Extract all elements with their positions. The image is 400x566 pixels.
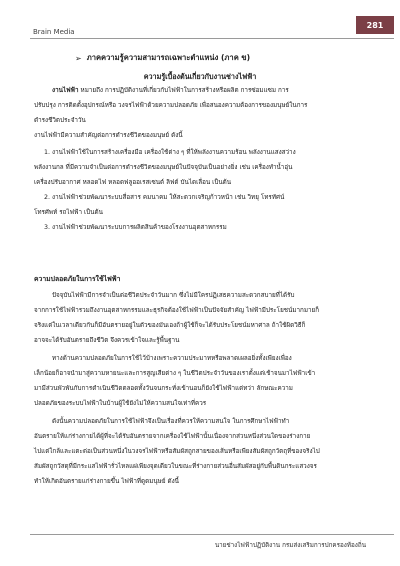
section-heading-safety: ความปลอดภัยในการใช้ไฟฟ้า <box>34 275 121 283</box>
list-item: 1. งานไฟฟ้าใช้ในการสร้างเครื่องมือ เครื่องใช้ต่าง ๆ ที่ให้พลังงานความร้อน พลังงานแสงสว่าง <box>44 149 296 156</box>
list-item-cont: พลังงานกล ที่มีความจำเป็นต่อการดำรงชีวิตของมนุษย์ในปัจจุบันเป็นอย่างยิ่ง เช่น เครื่องทำน้ำอุ่น <box>34 164 293 171</box>
intro-line-3: ดำรงชีวิตประจำวัน <box>34 117 86 124</box>
intro-line-1-rest: หมายถึง การปฏิบัติงานที่เกี่ยวกับไฟฟ้าในการสร้างหรือผลิต การซ่อมแซม การ <box>78 87 289 94</box>
paragraph-line: จากการใช้ไฟฟ้ารวมถึงงานอุตสาหกรรมและธุรกิจต้องใช้ไฟฟ้าเป็นปัจจัยสำคัญ ไฟฟ้ามีประโยชน์มากมายก็ <box>34 307 320 314</box>
paragraph-line: ดังนั้นความปลอดภัยในการใช้ไฟฟ้าจึงเป็นเรื่องที่ควรให้ความสนใจ ในการศึกษาไฟฟ้าทำ <box>52 418 290 425</box>
list-item-cont: เครื่องปรับอากาศ หลอดไฟ หลอดฟลูออเรสเซนต์ ลิฟต์ บันไดเลื่อน เป็นต้น <box>34 179 232 186</box>
paragraph-line: ทางด้านความปลอดภัยในการใช้ไว้บ้างเพราะความประมาทหรือพลาดเผลอยิ่งทั้งเพียงเพื่อง <box>52 355 292 362</box>
intro-lead: งานไฟฟ้า <box>52 87 79 94</box>
list-item: 2. งานไฟฟ้าช่วยพัฒนาระบบสื่อสาร คมนาคม ให้สะดวกเจริญก้าวหน้า เช่น วิทยุ โทรทัศน์ <box>44 194 285 201</box>
list-item: 3. งานไฟฟ้าช่วยพัฒนาระบบการผลิตสินค้าของโรงงานอุตสาหกรรม <box>44 224 227 231</box>
paragraph-line: ปลอดภัยของระบบไฟฟ้าในบ้านผู้ใช้ยังไม่ให้ความสนใจเท่าที่ควร <box>34 400 207 407</box>
paragraph-line: ไปแต่ใกล้และแตะต่อเป็นส่วนหนึ่งในวงจรไฟฟ้าหรือสัมผัสถูกสายของเส้นหรือเพียงสัมผัสถูกวัตถุที่ของจริงไป <box>34 448 320 455</box>
page-number: 281 <box>366 20 384 30</box>
paragraph-line: สัมผัสถูกวัสดุที่มีกระแสไฟฟ้ารั่วไหลแผ่เพียงจุดเดียวในขณะที่ร่างกายส่วนอื่นสัมผัสอยู่กับพื้นดินกระแสวงจร <box>34 463 317 470</box>
arrow-right-icon: ➢ <box>75 53 82 63</box>
intro-line-4: งานไฟฟ้ามีความสำคัญต่อการดำรงชีวิตของมนุษย์ ดังนี้ <box>34 132 183 139</box>
body-paragraph <box>34 288 368 348</box>
intro-paragraph <box>34 83 368 143</box>
footer-text: นายช่างไฟฟ้าปฏิบัติงาน กรมส่งเสริมการปกครองท้องถิ่น <box>214 542 366 549</box>
paragraph-line: อาจจะได้รับอันตรายถึงชีวิต จึงควรเข้าใจและรู้พื้นฐาน <box>34 337 180 344</box>
list-item-cont: โทรศัพท์ รถไฟฟ้า เป็นต้น <box>34 209 103 216</box>
page-number-badge <box>356 16 394 34</box>
footer-divider <box>30 534 394 535</box>
intro-line-1 <box>34 83 368 98</box>
section-heading-text: ภาคความรู้ความสามารถเฉพาะตำแหน่ง (ภาค ข) <box>86 53 251 62</box>
section-heading <box>75 52 250 64</box>
paragraph-line: จริงแต่ในเวลาเดียวกันก็มีอันตรายอยู่ในตัวของมันเองถ้าผู้ใช้ก็จะได้รับประโยชน์มหาศาล ถ้าใช้ผิดวิธีก็ <box>34 322 306 329</box>
header-divider <box>30 38 394 39</box>
body-paragraph <box>34 351 368 411</box>
importance-list <box>34 145 368 235</box>
body-paragraph <box>34 414 368 489</box>
paragraph-line: มามีส่วนพัวพันกับการดำเนินชีวิตตลอดทั้งวันจนกระทั่งเข้านอนก็ยังใช้ไฟฟ้าแต่ทว่า ลักษณะความ <box>34 385 293 392</box>
intro-line-2: ปรับปรุง การติดตั้งอุปกรณ์หรือ วงจรไฟฟ้าด้วยความปลอดภัย เพื่อสนองความต้องการของมนุษย์ในการ <box>34 102 308 109</box>
paragraph-line: อันตรายให้แก่ร่างกายได้ผู้ที่จะได้รับอันตรายจากเครื่องใช้ไฟฟ้านั้นเนื่องจากส่วนหนึ่งส่วนใดของร่างกาย <box>34 433 311 440</box>
subsection-title: ความรู้เบื้องต้นเกี่ยวกับงานช่างไฟฟ้า <box>143 72 257 81</box>
paragraph-line: เล็กน้อยก็อาจนำมาสู่ความหายนะและการสูญเสียต่าง ๆ ในชีวิตประจำวันของเราตั้งแต่เช้าจนมาไฟฟ้าเข้า <box>34 370 316 377</box>
paragraph-line: ปัจจุบันไฟฟ้ามีการจำเป็นต่อชีวิตประจำวันมาก ซึ่งไม่มีใครปฏิเสธความสะดวกสบายที่ได้รับ <box>52 292 295 299</box>
publisher-label: Brain Media <box>33 28 75 36</box>
paragraph-line: ทำให้เกิดอันตรายแก่ร่างกายขึ้น ไฟฟ้าที่ดูดมนุษย์ ดังนี้ <box>34 478 179 485</box>
